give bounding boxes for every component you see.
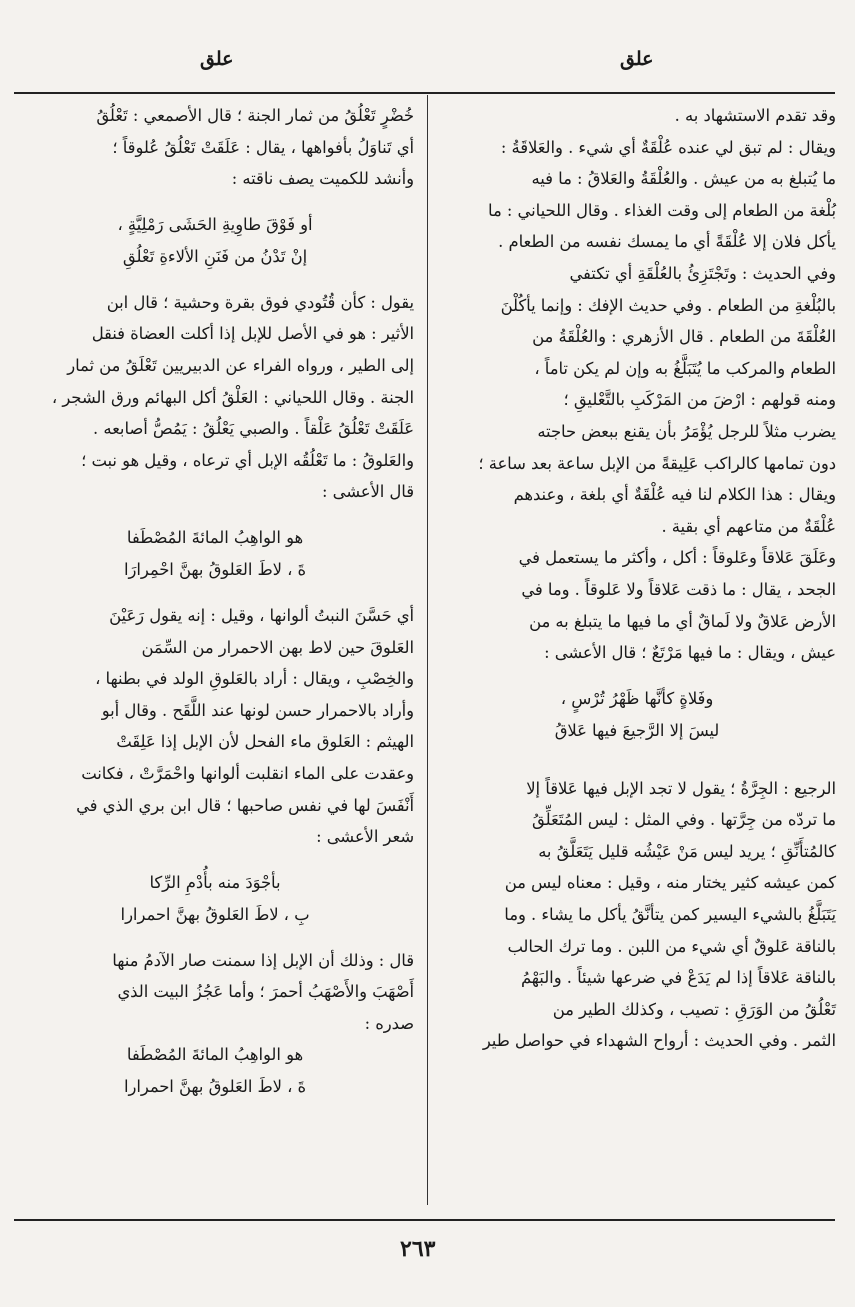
left-column: [16, 100, 414, 1103]
page-number: ٢٦٣: [400, 1236, 436, 1262]
text-line: الطعام والمركب ما يُتَبَلَّغُ به وإن لم يكن تاماً ،: [534, 358, 836, 378]
text-line: تَعْلُقُ من الوَرَقِ : تصيب ، وكذلك الطير من: [552, 999, 836, 1019]
text-line: وأراد بالاحمرار حسن لونها عند اللَّقَح . وقال أبو: [101, 700, 414, 720]
text-line: الرجيع : الجِرَّةُ ؛ يقول لا تجد الإبل فيها عَلاقاً إلا: [526, 778, 836, 798]
text-line: الهيثم : العَلوق ماء الفحل لأن الإبل إذا عَلِقَتْ: [116, 732, 414, 752]
text-line: الجنة . وقال اللحياني : العَلْقُ أكل البهائم ورق الشجر ،: [51, 387, 414, 407]
verse-line: بِ ، لاطَ العَلوقُ بهنَّ احمرارا: [120, 904, 310, 924]
text-line: قال : وذلك أن الإبل إذا سمنت صار الآدمُ منها: [112, 950, 414, 970]
text-line: والعَلوقُ : ما تَعْلُقُه الإبل أي ترعاه ، وقيل هو نبت ؛: [81, 450, 414, 470]
text-line: كالمُتأَنِّقِ ؛ يريد ليس مَنْ عَيْشُه قليل يَتَعَلَّقُ به: [538, 841, 836, 861]
verse-line: أو فَوْقَ طاوِيةِ الحَشَى رَمْلِيَّةٍ ،: [117, 214, 313, 234]
text-line: الأثير : هو في الأصل للإبل إذا أكلت العضاة فنقل: [91, 324, 414, 344]
verse-line: هو الواهِبُ المائةَ المُصْطَفا: [126, 1045, 304, 1065]
text-line: ويقال : هذا الكلام لنا فيه عُلْقَةٌ أي بلغة ، وعندهم: [513, 485, 836, 505]
text-line: عيش ، ويقال : ما فيها مَرْتَعٌ ؛ قال الأعشى :: [544, 643, 836, 663]
verse-line: بأجْوَدَ منه بأُدْمِ الرِّكا: [149, 872, 281, 892]
text-line: وأنشد للكميت يصف ناقته :: [231, 169, 414, 189]
text-line: دون تمامها كالراكب عَلِيقةً من الإبل ساعة بعد ساعة ؛: [478, 453, 836, 473]
text-line: الثمر . وفي الحديث : أرواح الشهداء في حواصل طير: [482, 1031, 836, 1051]
right-column: [438, 100, 836, 1057]
header-left-word: علق: [200, 48, 234, 70]
text-line: الجحد ، يقال : ما ذقت عَلاقاً ولا عَلوقاً . وما في: [521, 579, 836, 599]
top-rule: [14, 92, 835, 94]
text-line: صدره :: [364, 1013, 414, 1033]
text-line: والخِصْبِ ، ويقال : أراد بالعَلوقِ الولد في بطنها ،: [95, 669, 414, 689]
text-line: وعَلَقَ عَلاقاً وعَلوقاً : أكل ، وأكثر ما يستعمل في: [518, 548, 836, 568]
text-line: العُلْقَةَ من الطعام . قال الأزهري : والعُلْقَةُ من: [532, 327, 836, 347]
text-line: يقول : كأن قُتُودي فوق بقرة وحشية ؛ قال ابن: [106, 292, 414, 312]
text-line: وعقدت على الماء انقلبت ألوانها واحْمَرَّتْ ، فكانت: [81, 763, 414, 783]
verse-line: إنْ تَدْنُ من فَنَنِ الألاءةِ تَعْلُقِ: [122, 246, 308, 266]
verse-line: ليسَ إلا الرَّجيعَ فيها عَلاقُ: [554, 720, 720, 740]
text-line: بالناقة عَلوقٌ أي شيء من اللبن . وما ترك الحالب: [507, 936, 836, 956]
text-line: بُلْغة من الطعام إلى وقت الغذاء . وقال اللحياني : ما: [488, 200, 836, 220]
verse-line: ةَ ، لاطَ العَلوقُ بهنَّ احْمِرارَا: [123, 559, 307, 579]
text-line: بالناقة عَلاقاً إذا لم يَدَعْ في ضرعها شيئاً . والبَهْمُ: [520, 968, 836, 988]
text-line: قال الأعشى :: [321, 482, 414, 502]
text-line: أَنْفَسَ لها في نفس صاحبها ؛ قال ابن بري الذي في: [76, 795, 414, 815]
text-line: يأكل فلان إلا عُلْقَةً أي ما يمسك نفسه من الطعام .: [498, 232, 836, 252]
verse-line: ةَ ، لاطَ العَلوقُ بهنَّ احمرارا: [123, 1077, 307, 1097]
column-divider: [427, 95, 428, 1205]
text-line: ما يُتبلغ به من عيش . والعُلْقَةُ والعَلاقُ : ما فيه: [531, 169, 836, 189]
text-line: أي حَسَّنَ النبتُ ألوانها ، وقيل : إنه يقول رَعَيْنَ: [109, 605, 414, 625]
text-line: عَلَقَتْ تَعْلُقُ عَلْقاً . والصبي يَعْلُقُ : يَمُصُّ أصابعه .: [92, 419, 414, 439]
text-line: كمن عيشه كثير يختار منه ، وقيل : معناه ليس من: [504, 873, 836, 893]
text-line: يضرب مثلاً للرجل يُؤْمَرُ بأن يقنع ببعض حاجته: [537, 421, 836, 441]
text-line: خُضْرٍ تَعْلُقُ من ثمار الجنة ؛ قال الأصمعي : تَعْلُقُ: [96, 106, 414, 125]
text-line: العَلوقَ حين لاط بهن الاحمرار من السِّمَن: [141, 637, 414, 657]
text-line: ما تردّه من جِرَّتها . وفي المثل : ليس المُتَعَلِّقُ: [532, 810, 836, 830]
text-line: ومنه قولهم : ارْضَ من المَرْكَبِ بالتَّعْليقِ ؛: [563, 390, 836, 410]
text-line: الأرض عَلاقٌ ولا لَماقٌ أي ما فيها ما يتبلغ به من: [529, 611, 836, 631]
text-line: شعر الأعشى :: [316, 827, 414, 847]
text-line: بالبُلْغةِ من الطعام . وفي حديث الإفك : وإنما يأكُلْنَ: [500, 295, 836, 315]
bottom-rule: [14, 1219, 835, 1221]
verse-line: هو الواهِبُ المائةَ المُصْطَفا: [126, 527, 304, 547]
text-line: وفي الحديث : وتَجْتَزِئُ بالعُلْقَةِ أي تكتفي: [569, 263, 836, 283]
text-line: إلى الطير ، ورواه الفراء عن الدبيريين تَعْلَقُ من ثمار: [67, 355, 414, 375]
text-line: وقد تقدم الاستشهاد به .: [674, 106, 836, 125]
text-line: ويقال : لم تبق لي عنده عُلْقَةٌ أي شيء . والعَلاقَةُ :: [500, 137, 836, 157]
text-line: أَصْهَبَ والأَصْهَبُ أحمرَ ؛ وأما عَجُزُ البيت الذي: [117, 982, 414, 1002]
header-right-word: علق: [620, 48, 654, 70]
text-line: يَتَبَلَّغُ بالشيء اليسير كمن يتأنَّقُ يأكل ما يشاء . وما: [504, 905, 836, 925]
text-line: عُلْقَةٌ من متاعهم أي بقية .: [661, 516, 836, 536]
verse-line: وفَلاةٍ كأنَّها ظَهْرُ تُرْسٍ ،: [560, 688, 714, 708]
text-line: أي تَناوَلُ بأفواهها ، يقال : عَلَقَتْ تَعْلُقُ عُلوقاً ؛: [112, 137, 414, 157]
